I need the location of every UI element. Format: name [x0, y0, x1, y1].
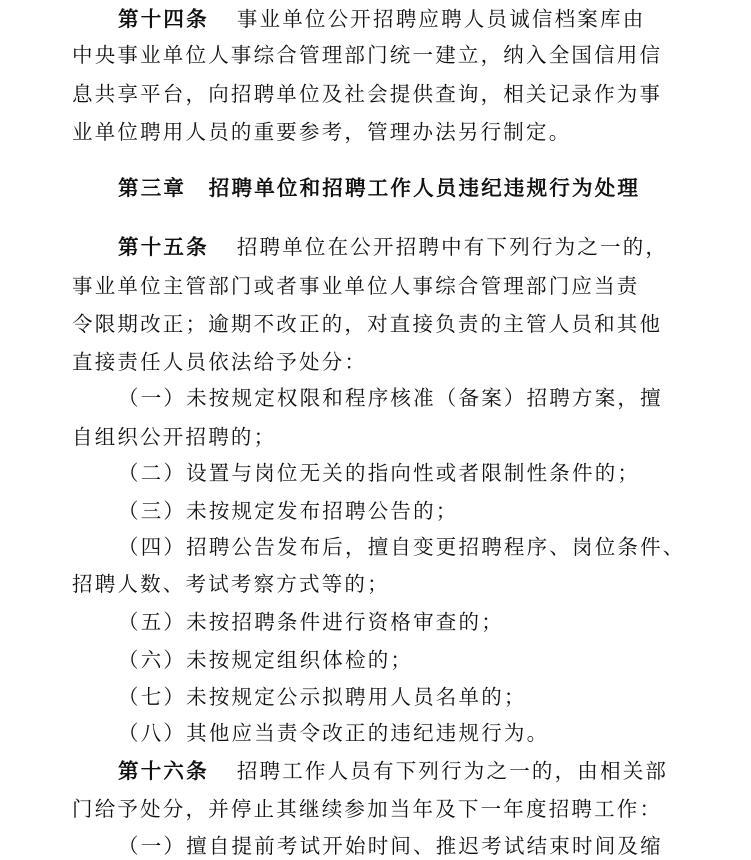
article-15-item-7: （七）未按规定公示拟聘用人员名单的； [118, 685, 527, 709]
article-16-heading: 第十六条 [118, 759, 209, 783]
article-15-item-6: （六）未按规定组织体检的； [118, 648, 414, 672]
article-15-item-5: （五）未按招聘条件进行资格审查的； [118, 610, 504, 634]
article-14-first-line [118, 5, 645, 33]
article-16-first-line [118, 757, 668, 785]
article-15-item-2: （二）设置与岗位无关的指向性或者限制性条件的； [118, 461, 641, 485]
article-16-text: 招聘工作人员有下列行为之一的，由相关部 [236, 759, 669, 783]
article-15-heading: 第十五条 [118, 235, 209, 259]
chapter-3-title: 第三章 招聘单位和招聘工作人员违纪违规行为处理 [118, 176, 641, 200]
article-14-text: 事业单位公开招聘应聘人员诚信档案库由 [236, 7, 646, 31]
article-15-item-1: （一）未按规定权限和程序核准（备案）招聘方案，擅 [118, 386, 663, 410]
article-15-line-3: 令限期改正；逾期不改正的，对直接负责的主管人员和其他 [72, 312, 663, 336]
article-15-item-4: （四）招聘公告发布后，擅自变更招聘程序、岗位条件、 [118, 535, 686, 559]
article-14-line-2: 中央事业单位人事综合管理部门统一建立，纳入全国信用信 [72, 43, 663, 67]
article-15-item-3: （三）未按规定发布招聘公告的； [118, 499, 459, 523]
article-15-line-4: 直接责任人员依法给予处分： [72, 350, 368, 374]
article-16-item-1: （一）擅自提前考试开始时间、推迟考试结束时间及缩 [118, 834, 663, 858]
article-14-heading: 第十四条 [118, 7, 209, 31]
article-15-first-line [118, 233, 668, 261]
article-15-item-8: （八）其他应当责令改正的违纪违规行为。 [118, 721, 550, 745]
article-14-line-3: 息共享平台，向招聘单位及社会提供查询，相关记录作为事 [72, 82, 663, 106]
article-15-item-4-cont: 招聘人数、考试考察方式等的； [72, 572, 390, 596]
article-15-line-2: 事业单位主管部门或者事业单位人事综合管理部门应当责 [72, 274, 640, 298]
article-15-text: 招聘单位在公开招聘中有下列行为之一的， [236, 235, 669, 259]
article-16-line-2: 门给予处分，并停止其继续参加当年及下一年度招聘工作： [72, 797, 663, 821]
article-15-item-1-cont: 自组织公开招聘的； [72, 425, 277, 449]
article-14-line-4: 业单位聘用人员的重要参考，管理办法另行制定。 [72, 120, 572, 144]
